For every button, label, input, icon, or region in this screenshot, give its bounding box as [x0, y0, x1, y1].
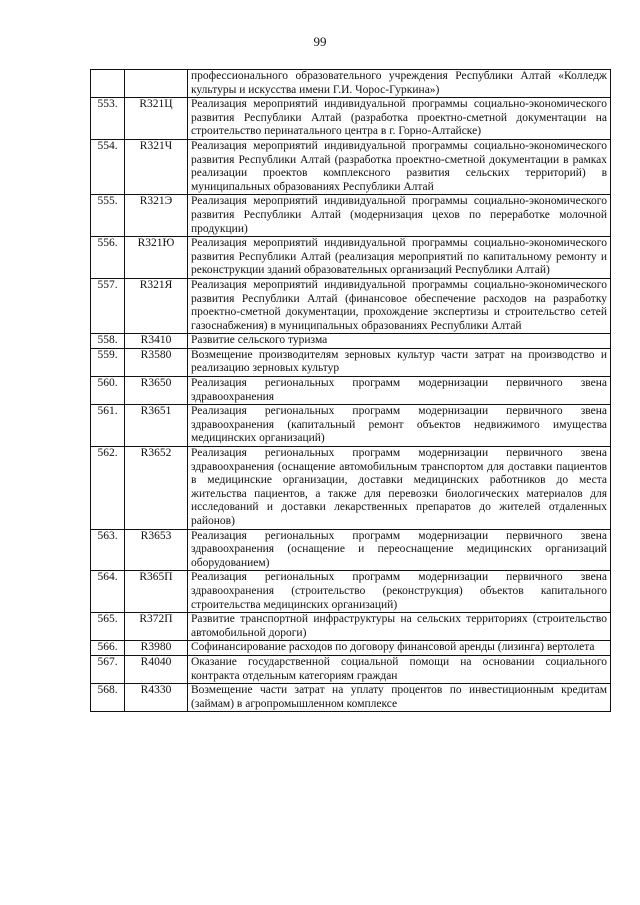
table-row: [91, 613, 611, 641]
row-description: Реализация региональных программ модернизации первичного звена здравоохранения (оснащение и переоснащение медицинских организаций оборудованием): [188, 529, 611, 571]
row-description: Реализация мероприятий индивидуальной программы социально-экономического развития Республики Алтай (разработка проектно-сметной документации на строительство перинатального центра в г. Горно-Алтайске): [188, 98, 611, 140]
row-number: 564.: [91, 571, 125, 613]
row-description: Реализация мероприятий индивидуальной программы социально-экономического развития Республики Алтай (финансовое обеспечение расходов на разработку проектно-сметной документации, прохождение экспертизы и строительство сетей газоснабжения) в муниципальных образованиях Республики Алтай: [188, 278, 611, 333]
row-number: 561.: [91, 405, 125, 447]
row-number: 559.: [91, 348, 125, 376]
row-number: 568.: [91, 684, 125, 712]
row-description: Развитие сельского туризма: [188, 334, 611, 349]
table-row: [91, 529, 611, 571]
table-row: [91, 684, 611, 712]
table-row: [91, 278, 611, 333]
page-number: 99: [313, 34, 327, 49]
row-number: 562.: [91, 447, 125, 530]
row-code: R3653: [125, 529, 188, 571]
table-row: [91, 195, 611, 237]
row-code: R321Я: [125, 278, 188, 333]
row-code: R321Ц: [125, 98, 188, 140]
row-code: R372П: [125, 613, 188, 641]
row-code: R3650: [125, 377, 188, 405]
row-number: 563.: [91, 529, 125, 571]
row-description: Реализация региональных программ модернизации первичного звена здравоохранения (строительство (реконструкция) объектов капитального строительства медицинских организаций): [188, 571, 611, 613]
table-row: [91, 377, 611, 405]
row-code: R4040: [125, 655, 188, 683]
row-code: R365П: [125, 571, 188, 613]
row-number: [91, 70, 125, 98]
row-code: R3410: [125, 334, 188, 349]
row-number: 566.: [91, 641, 125, 656]
row-code: R4330: [125, 684, 188, 712]
table-row: [91, 641, 611, 656]
table-row: [91, 655, 611, 683]
budget-code-table: [90, 69, 611, 712]
row-description: Реализация мероприятий индивидуальной программы социально-экономического развития Республики Алтай (модернизация цехов по переработке молочной продукции): [188, 195, 611, 237]
row-code: R3980: [125, 641, 188, 656]
row-number: 558.: [91, 334, 125, 349]
row-description: Возмещение производителям зерновых культур части затрат на производство и реализацию зерновых культур: [188, 348, 611, 376]
row-description: Реализация мероприятий индивидуальной программы социально-экономического развития Республики Алтай (разработка проектно-сметной документации в рамках реализации проектов комплексного развития сельских территорий) в муниципальных образованиях Республики Алтай: [188, 139, 611, 194]
row-description: Реализация региональных программ модернизации первичного звена здравоохранения (оснащение автомобильным транспортом для доставки пациентов в медицинские организации, доставки медицинских работников до места жительства пациентов, а также для перевозки биологических материалов для исследований и доставки лекарственных препаратов до жителей отдаленных районов): [188, 447, 611, 530]
row-code: R3651: [125, 405, 188, 447]
row-description: Реализация региональных программ модернизации первичного звена здравоохранения: [188, 377, 611, 405]
table-row: [91, 334, 611, 349]
row-code: R321Ю: [125, 237, 188, 279]
row-code: R321Э: [125, 195, 188, 237]
row-code: R321Ч: [125, 139, 188, 194]
table-row: [91, 405, 611, 447]
table-row: [91, 237, 611, 279]
row-code: [125, 70, 188, 98]
row-number: 555.: [91, 195, 125, 237]
row-description: Развитие транспортной инфраструктуры на сельских территориях (строительство автомобильной дороги): [188, 613, 611, 641]
row-number: 565.: [91, 613, 125, 641]
row-description: профессионального образовательного учреждения Республики Алтай «Колледж культуры и искусства имени Г.И. Чорос-Гуркина»): [188, 70, 611, 98]
row-number: 567.: [91, 655, 125, 683]
table-row: [91, 70, 611, 98]
row-description: Реализация региональных программ модернизации первичного звена здравоохранения (капитальный ремонт объектов недвижимого имущества медицинских организаций): [188, 405, 611, 447]
table-row: [91, 447, 611, 530]
row-number: 557.: [91, 278, 125, 333]
row-description: Софинансирование расходов по договору финансовой аренды (лизинга) вертолета: [188, 641, 611, 656]
table-row: [91, 98, 611, 140]
row-number: 554.: [91, 139, 125, 194]
table-row: [91, 571, 611, 613]
row-number: 553.: [91, 98, 125, 140]
row-description: Реализация мероприятий индивидуальной программы социально-экономического развития Республики Алтай (реализация мероприятий по капитальному ремонту и реконструкции зданий образовательных организаций Республики Алтай): [188, 237, 611, 279]
row-number: 560.: [91, 377, 125, 405]
row-code: R3580: [125, 348, 188, 376]
row-number: 556.: [91, 237, 125, 279]
table-row: [91, 139, 611, 194]
row-code: R3652: [125, 447, 188, 530]
table-row: [91, 348, 611, 376]
row-description: Оказание государственной социальной помощи на основании социального контракта отдельным категориям граждан: [188, 655, 611, 683]
row-description: Возмещение части затрат на уплату процентов по инвестиционным кредитам (займам) в агропромышленном комплексе: [188, 684, 611, 712]
